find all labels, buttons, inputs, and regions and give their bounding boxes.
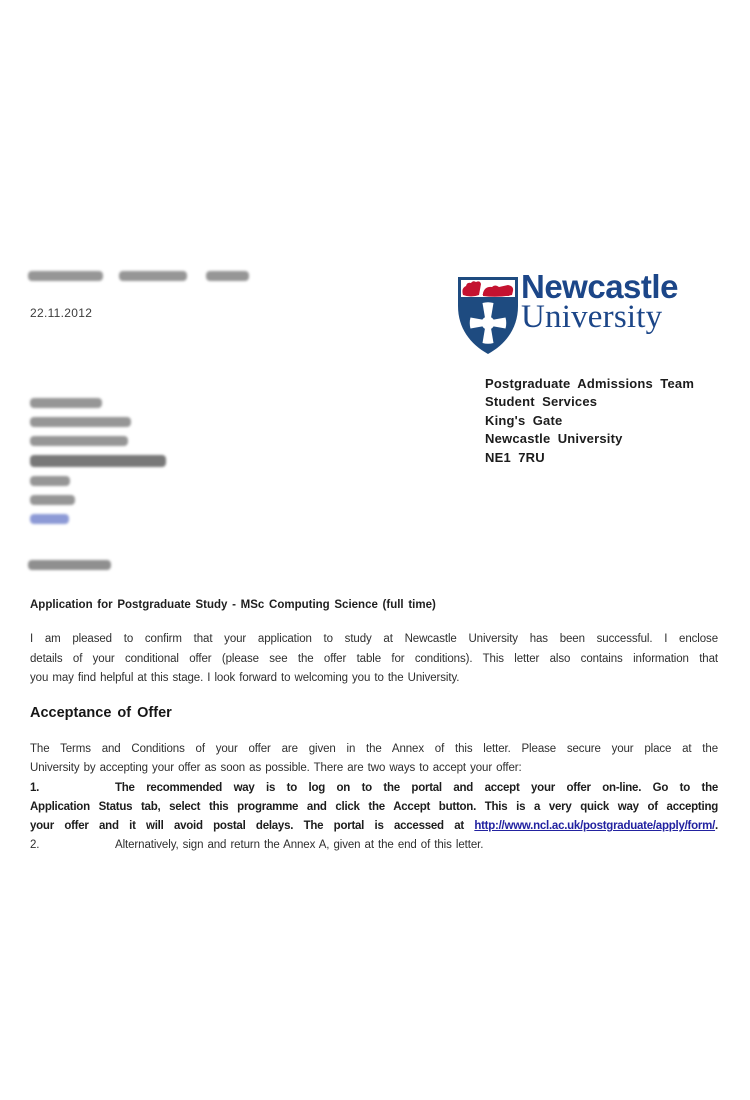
acceptance-of-offer-heading: Acceptance of Offer (30, 705, 172, 721)
accept-option-1-item (30, 779, 718, 836)
list-item-text: Alternatively, sign and return the Annex A, given at the end of this letter. (115, 839, 484, 851)
sender-address-line: NE1 7RU (485, 449, 545, 465)
redacted-address-line (30, 495, 75, 505)
redacted-text-segment (206, 271, 249, 281)
list-item-number: 2. (30, 839, 40, 851)
intro-paragraph (30, 630, 718, 689)
paragraph-line: details of your conditional offer (please see the offer table for conditions). This letter also contains information that (30, 652, 718, 665)
redacted-salutation-line (28, 560, 111, 578)
university-shield-logo (456, 276, 520, 355)
list-item-text: . (715, 820, 718, 832)
redacted-address-line (30, 476, 70, 486)
list-item-number: 1. (30, 782, 40, 794)
redacted-address-line-country (30, 514, 69, 524)
paragraph-line: you may find helpful at this stage. I look forward to welcoming you to the University. (30, 672, 460, 684)
redacted-address-line (30, 398, 102, 408)
redacted-recipient-address (30, 398, 166, 533)
university-logo-wordmark (521, 268, 678, 335)
redacted-address-line (30, 455, 166, 467)
letter-subject-line: Application for Postgraduate Study - MSc Computing Science (full time) (30, 599, 436, 611)
terms-paragraph (30, 740, 718, 778)
redacted-address-line (30, 436, 128, 446)
sender-address-block (485, 375, 694, 467)
apply-portal-link[interactable]: http://www.ncl.ac.uk/postgraduate/apply/form/ (474, 820, 716, 832)
paragraph-line: Application Status tab, select this programme and click the Accept button. This is a very quick way of accepting (30, 801, 718, 813)
list-item-text: your offer and it will avoid postal delays. The portal is accessed at (30, 820, 475, 832)
redacted-text-segment (28, 560, 111, 570)
list-item-text: The recommended way is to log on to the portal and accept your offer on-line. Go to the (115, 782, 718, 794)
paragraph-line (30, 779, 718, 798)
paragraph-line (30, 836, 718, 855)
redacted-address-line (30, 417, 131, 427)
paragraph-line (30, 817, 718, 836)
paragraph-line: The Terms and Conditions of your offer are given in the Annex of this letter. Please secure your place at the (30, 743, 718, 755)
paragraph-line: University by accepting your offer as soon as possible. There are two ways to accept your offer: (30, 762, 522, 774)
logo-wordmark-line2: University (521, 299, 663, 335)
sender-address-line: Postgraduate Admissions Team (485, 376, 695, 391)
sender-address-line: King's Gate (485, 412, 563, 428)
letter-date: 22.11.2012 (30, 306, 93, 320)
redacted-text-segment (28, 271, 103, 281)
accept-option-2-item (30, 836, 718, 855)
redacted-text-segment (119, 271, 187, 281)
logo-wordmark-line1: Newcastle (521, 268, 678, 305)
paragraph-line: I am pleased to confirm that your application to study at Newcastle University has been successful. I enclose (30, 633, 718, 645)
sender-address-line: Student Services (485, 394, 598, 410)
sender-address-line: Newcastle University (485, 431, 623, 447)
redacted-reference-line (28, 271, 249, 289)
